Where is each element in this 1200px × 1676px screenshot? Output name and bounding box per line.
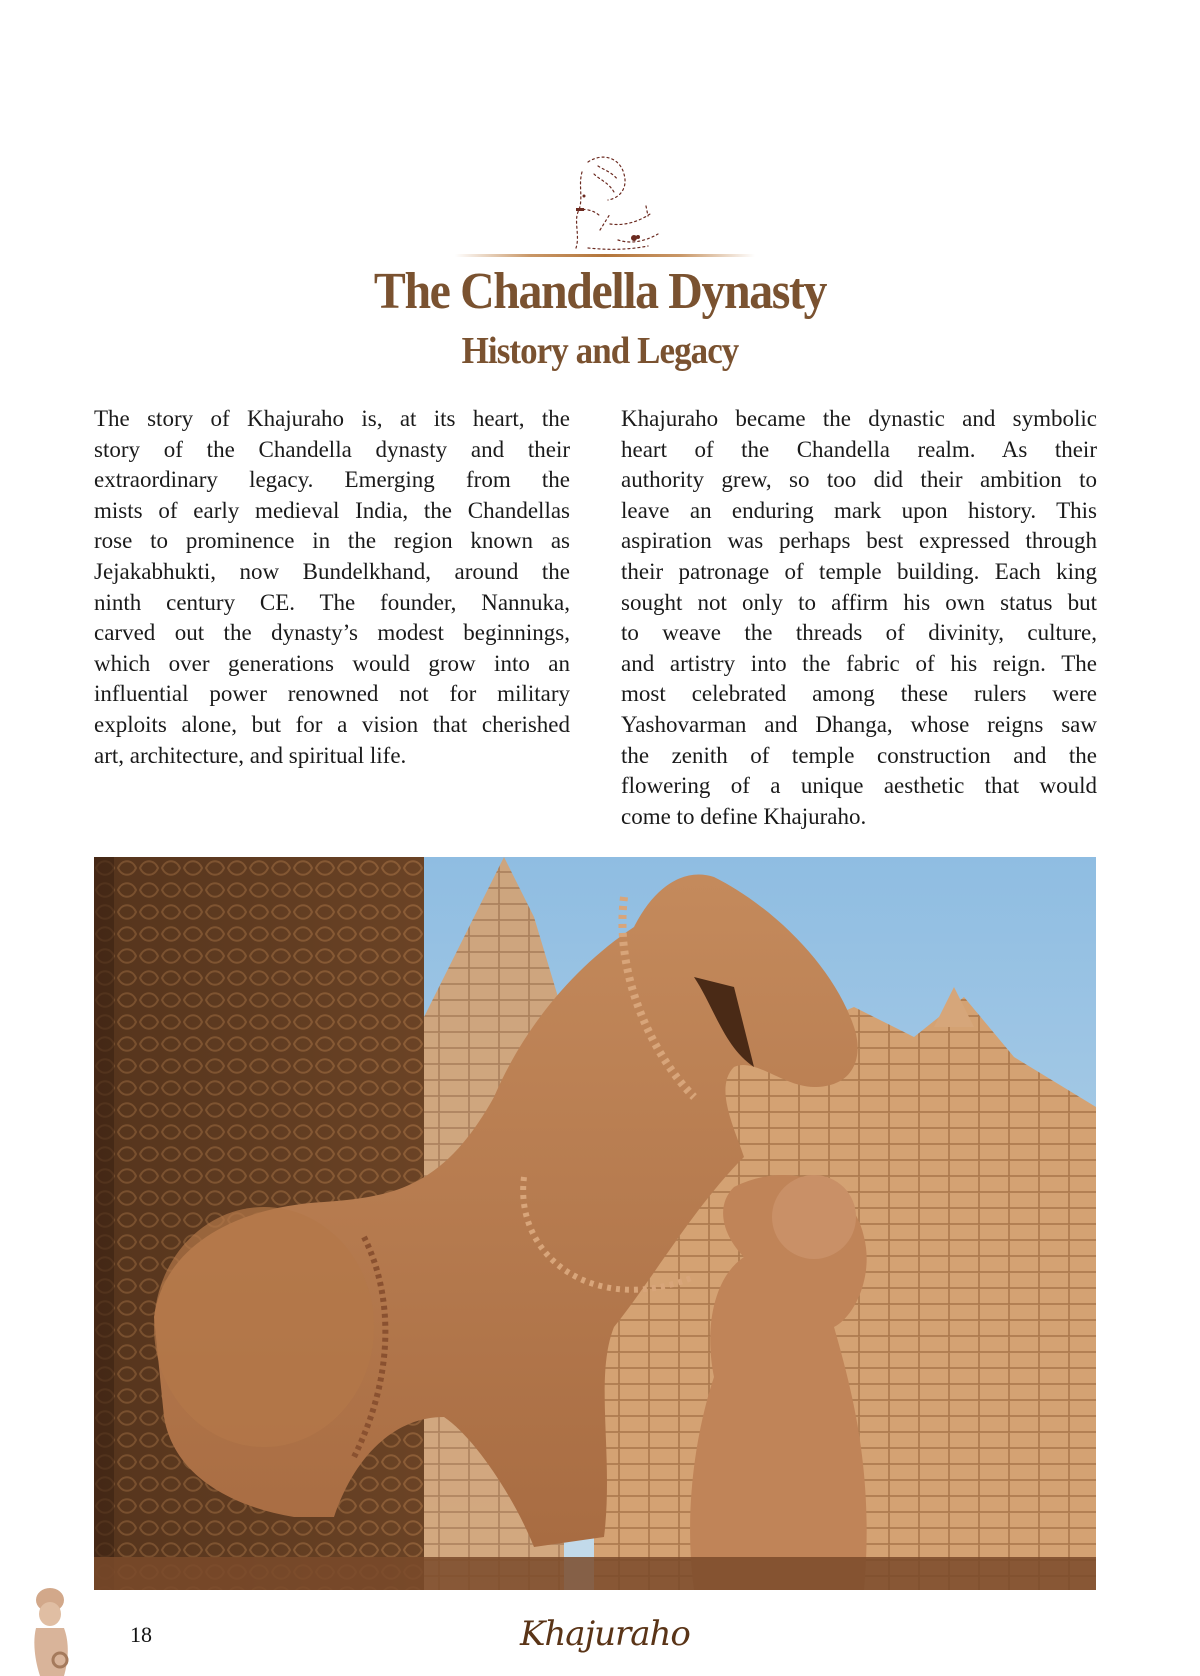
body-text-line: their patronage of temple building. Each king [621,558,1097,584]
body-text-line: come to define Khajuraho. [621,803,867,829]
body-text-line: which over generations would grow into an [94,650,570,676]
body-text-line: aspiration was perhaps best expressed through [621,528,1097,554]
page-title: The Chandella Dynasty [373,263,827,320]
decorative-rule [455,254,755,257]
body-text-line: influential power renowned not for military [94,681,570,707]
page-subtitle: History and Legacy [461,330,739,372]
body-text-line: carved out the dynasty’s modest beginnings, [94,620,570,646]
body-text-line: rose to prominence in the region known as [94,528,570,554]
page-number: 18 [130,1622,152,1647]
body-text-line: authority grew, so too did their ambition to [621,467,1097,493]
body-text-line: mists of early medieval India, the Chandellas [94,497,570,523]
left-text-column [94,404,570,771]
body-text-line: heart of the Chandella realm. As their [621,436,1097,462]
body-text-line: leave an enduring mark upon history. This [621,497,1097,523]
body-text-line: ninth century CE. The founder, Nannuka, [94,589,570,615]
body-text-line: most celebrated among these rulers were [621,681,1097,707]
body-text-line: The story of Khajuraho is, at its heart, the [94,406,570,431]
body-text-line: Khajuraho became the dynastic and symbolic [621,406,1097,431]
body-text-line: art, architecture, and spiritual life. [94,742,407,768]
body-text-line: story of the Chandella dynasty and their [94,436,570,462]
body-text-line: Jejakabhukti, now Bundelkhand, around the [94,558,570,584]
body-text-line: sought not only to affirm his own status but [621,589,1097,615]
body-text-line: Yashovarman and Dhanga, whose reigns saw [621,711,1097,737]
body-text-line: the zenith of temple construction and the [621,742,1097,768]
lion-emblem-icon [548,152,672,254]
body-text-line: flowering of a unique aesthetic that would [621,773,1097,799]
figurine-icon [22,1584,78,1676]
body-text-line: to weave the threads of divinity, culture, [621,620,1097,646]
photo-illustration [94,857,1096,1590]
khajuraho-logo: Khajuraho [520,1614,690,1654]
lion-statue-photo [94,857,1096,1590]
body-text-line: extraordinary legacy. Emerging from the [94,467,570,493]
right-text-column [621,404,1097,832]
body-text-line: and artistry into the fabric of his reign. The [621,650,1097,676]
body-text-line: exploits alone, but for a vision that cherished [94,711,570,737]
